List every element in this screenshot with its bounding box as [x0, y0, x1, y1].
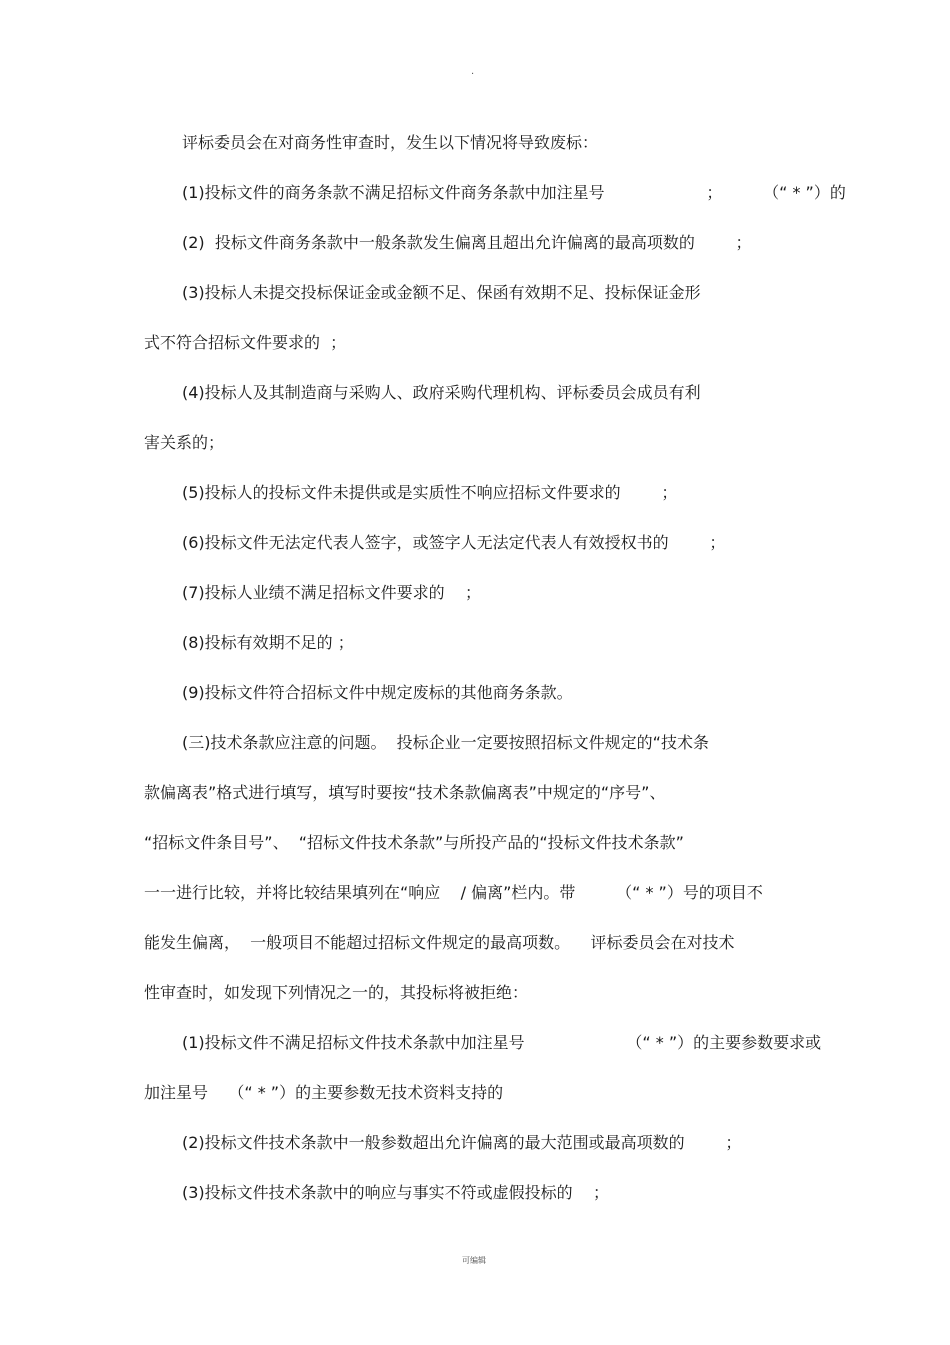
paragraph-line: (7)投标人业绩不满足招标文件要求的 ；: [182, 583, 482, 602]
paragraph-line: 能发生偏离， 一般项目不能超过招标文件规定的最高项数。 评标委员会在对技术: [144, 933, 735, 952]
paragraph-line: (9)投标文件符合招标文件中规定废标的其他商务条款。: [182, 683, 573, 702]
header-dot: .: [471, 66, 475, 77]
paragraph-line: 一一进行比较，并将比较结果填列在“响应 / 偏离”栏内。带 （“ * ”）号的项目不: [144, 883, 763, 902]
paragraph-line: (6)投标文件无法定代表人签字，或签字人无法定代表人有效授权书的 ；: [182, 533, 726, 552]
paragraph-line: 款偏离表”格式进行填写，填写时要按“技术条款偏离表”中规定的“序号”、: [144, 783, 666, 802]
paragraph-line: (8)投标有效期不足的 ；: [182, 633, 354, 652]
paragraph-line: (三)技术条款应注意的问题。 投标企业一定要按照招标文件规定的“技术条: [182, 733, 709, 752]
paragraph-line: “招标文件条目号”、 “招标文件技术条款”与所投产品的“投标文件技术条款”: [144, 833, 684, 852]
paragraph-line: (5)投标人的投标文件未提供或是实质性不响应招标文件要求的 ；: [182, 483, 678, 502]
paragraph-line: (2) 投标文件商务条款中一般条款发生偏离且超出允许偏离的最高项数的 ；: [182, 233, 752, 252]
paragraph-line: 加注星号 （“ * ”）的主要参数无技术资料支持的: [144, 1083, 504, 1102]
paragraph-line: 式不符合招标文件要求的 ；: [144, 333, 347, 352]
paragraph-line: (1)投标文件的商务条款不满足招标文件商务条款中加注星号 ； （“ * ”）的: [182, 183, 846, 202]
paragraph-line: (2)投标文件技术条款中一般参数超出允许偏离的最大范围或最高项数的 ；: [182, 1133, 742, 1152]
footer-note: 可编辑: [462, 1256, 486, 1265]
paragraph-line: (3)投标文件技术条款中的响应与事实不符或虚假投标的 ；: [182, 1183, 610, 1202]
paragraph-line: 评标委员会在对商务性审查时，发生以下情况将导致废标：: [182, 133, 599, 152]
paragraph-line: 害关系的；: [144, 433, 225, 452]
paragraph-line: (1)投标文件不满足招标文件技术条款中加注星号 （“ * ”）的主要参数要求或: [182, 1033, 822, 1052]
paragraph-line: 性审查时，如发现下列情况之一的，其投标将被拒绝：: [144, 983, 529, 1002]
paragraph-line: (3)投标人未提交投标保证金或金额不足、保函有效期不足、投标保证金形: [182, 283, 701, 302]
paragraph-line: (4)投标人及其制造商与采购人、政府采购代理机构、评标委员会成员有利: [182, 383, 701, 402]
